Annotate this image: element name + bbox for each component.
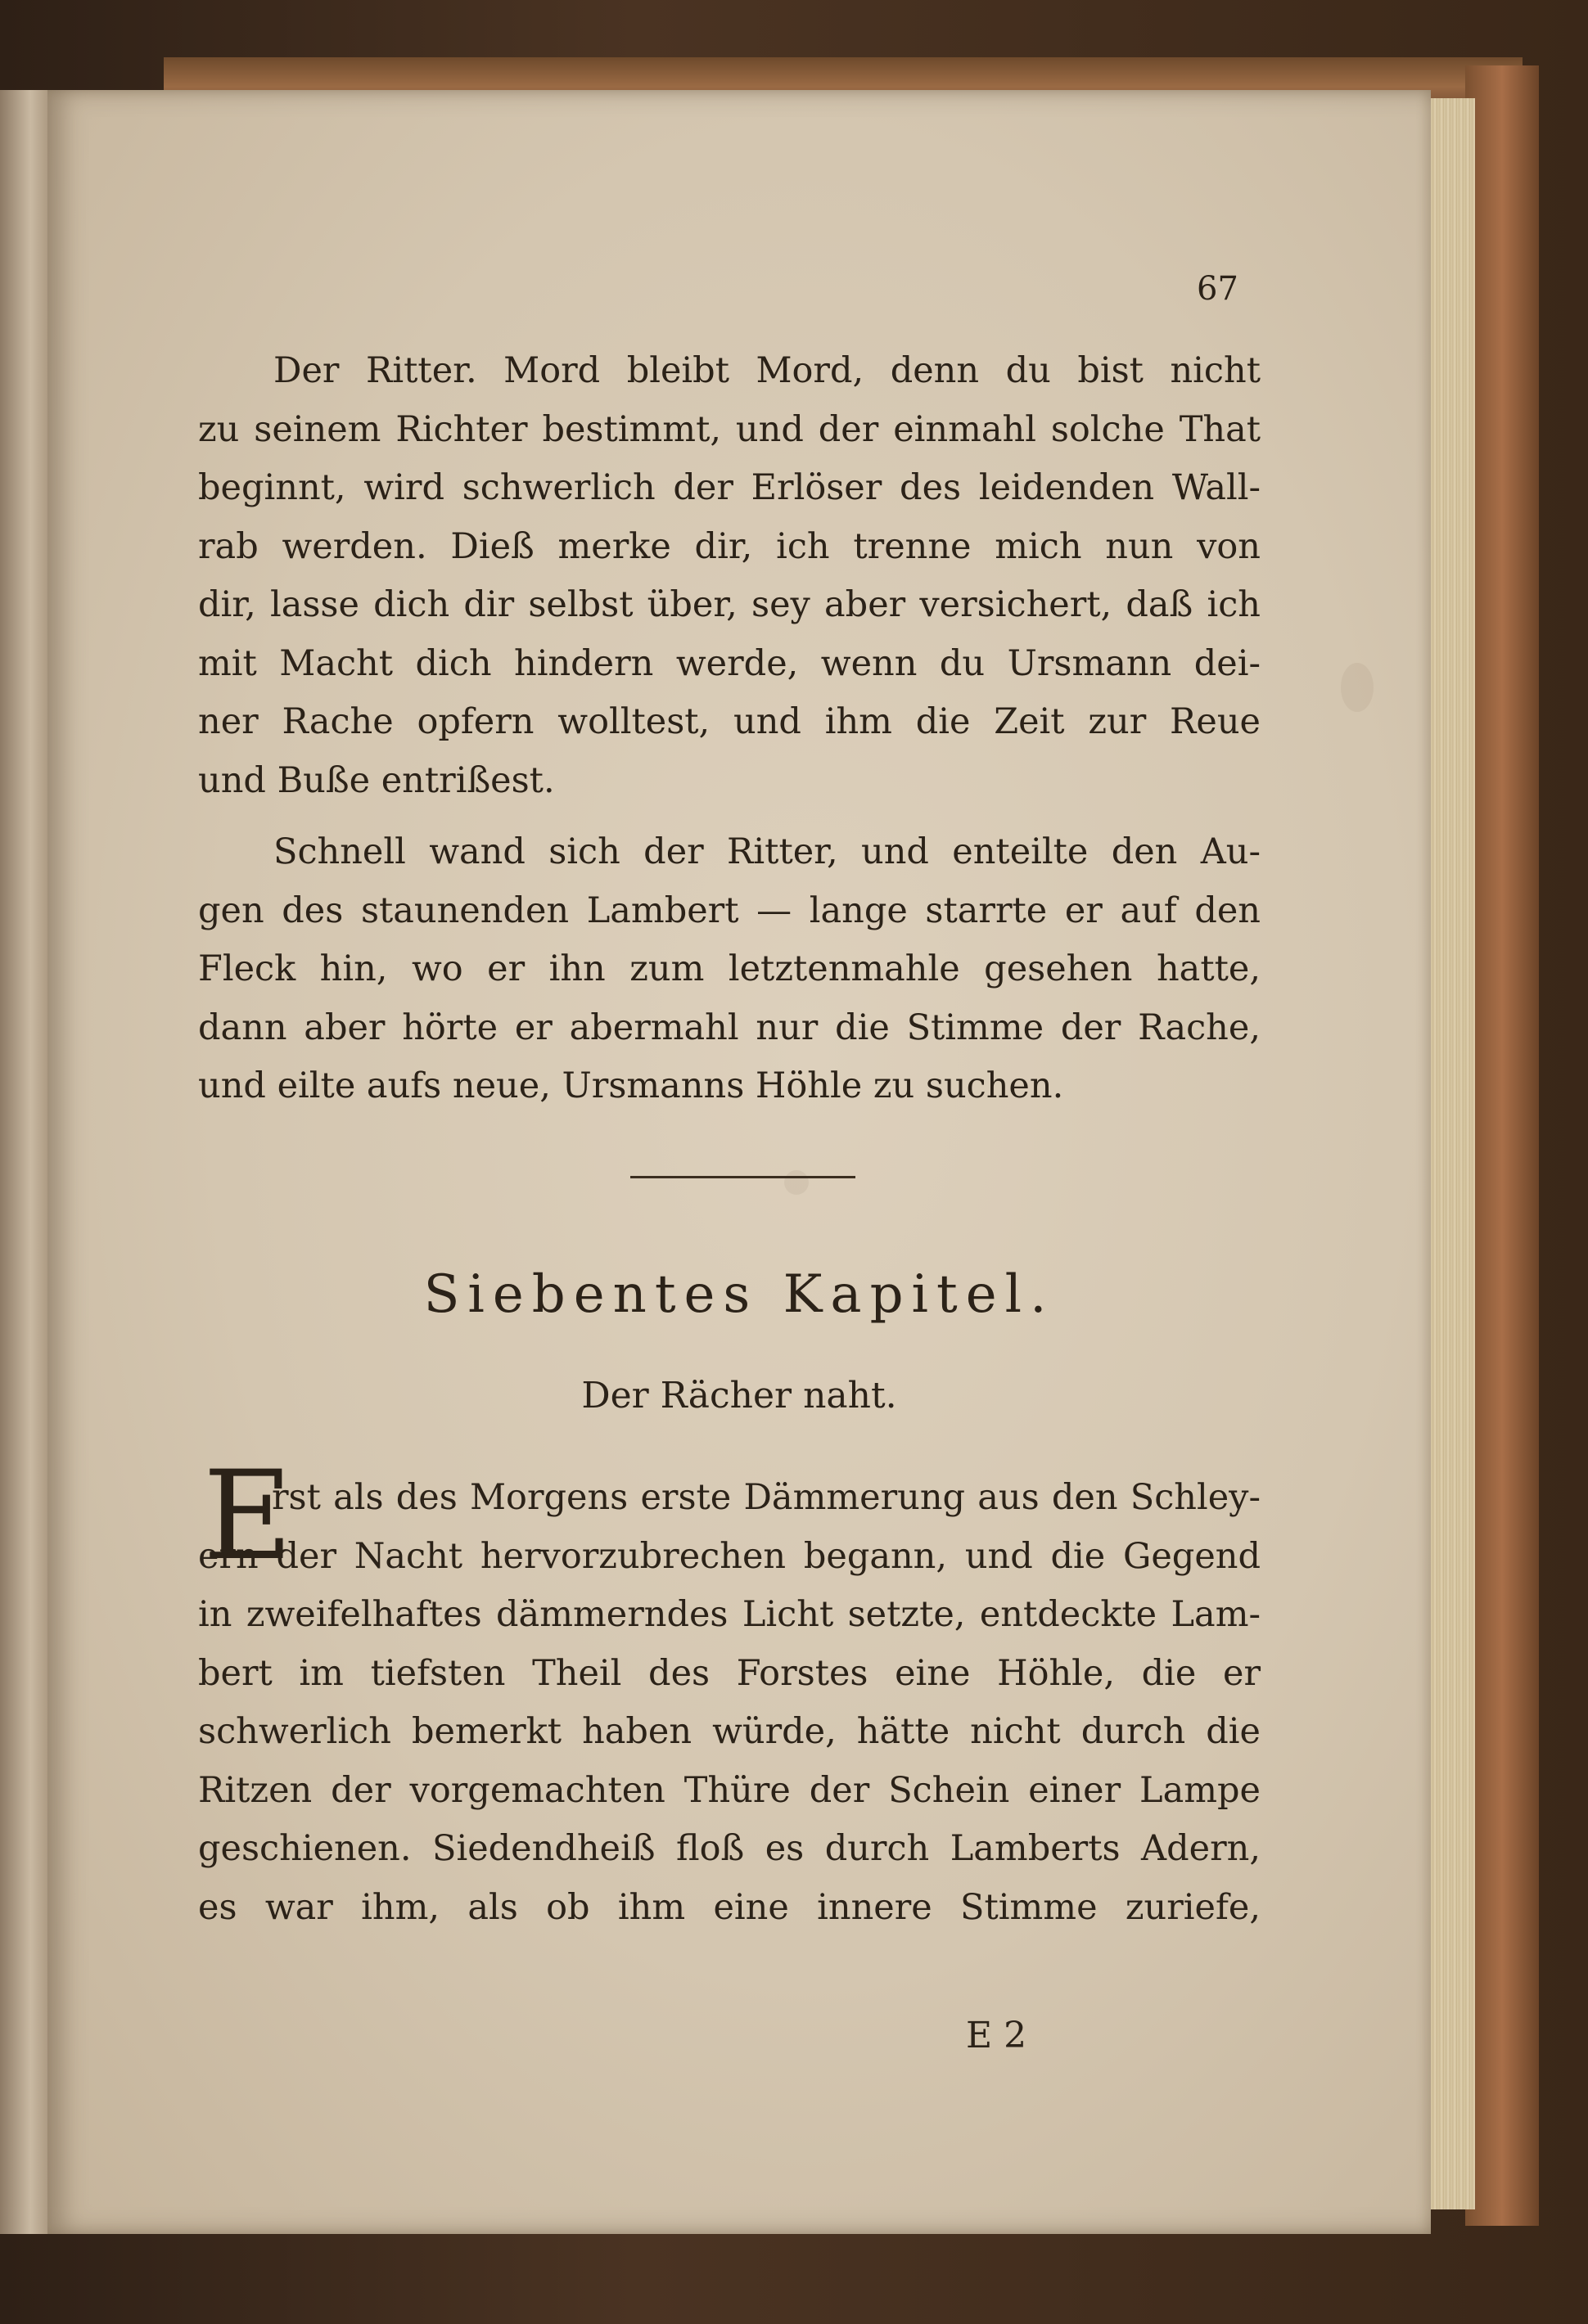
chapter-title: Siebentes Kapitel. <box>423 1264 1055 1325</box>
text-line: es war ihm, als ob ihm eine innere Stimme zuriefe, <box>198 1886 1261 1928</box>
text-line: rst als des Morgens erste Dämmerung aus den Schley- <box>272 1477 1261 1518</box>
text-line: Schnell wand sich der Ritter, und enteilte den Au- <box>273 831 1261 872</box>
text-line: zu seinem Richter bestimmt, und der einmahl solche That <box>198 408 1261 450</box>
paragraph-2 <box>198 823 1261 1116</box>
text-line: Ritzen der vorgemachten Thüre der Schein einer Lampe <box>198 1769 1261 1811</box>
text-line: mit Macht dich hindern werde, wenn du Ursmann dei- <box>198 642 1261 684</box>
text-line: bert im tiefsten Theil des Forstes eine Höhle, die er <box>198 1652 1261 1694</box>
paragraph-3 <box>198 1469 1261 1937</box>
text-line: ern der Nacht hervorzubrechen begann, und die Gegend <box>198 1535 1261 1577</box>
page-number: 67 <box>1197 270 1238 308</box>
text-line: und Buße entrißest. <box>198 759 555 801</box>
previous-page-edge <box>0 90 51 2234</box>
text-line: geschienen. Siedendheiß floß es durch Lamberts Adern, <box>198 1828 1261 1869</box>
section-divider <box>630 1176 855 1178</box>
paper-stain <box>784 1170 809 1195</box>
text-line: ner Rache opfern wolltest, und ihm die Zeit zur Reue <box>198 701 1261 742</box>
text-line: beginnt, wird schwerlich der Erlöser des leidenden Wall- <box>198 467 1261 508</box>
book-cover-right <box>1465 65 1539 2226</box>
text-line: gen des staunenden Lambert — lange starrte er auf den <box>198 890 1261 931</box>
text-line: schwerlich bemerkt haben würde, hätte nicht durch die <box>198 1711 1261 1752</box>
paragraph-1 <box>198 342 1261 810</box>
text-line: rab werden. Dieß merke dir, ich trenne mich nun von <box>198 525 1261 567</box>
text-line: und eilte aufs neue, Ursmanns Höhle zu suchen. <box>198 1065 1064 1106</box>
text-line: dann aber hörte er abermahl nur die Stimme der Rache, <box>198 1007 1261 1048</box>
text-line: Fleck hin, wo er ihn zum letztenmahle gesehen hatte, <box>198 948 1261 989</box>
paper-stain <box>1341 663 1374 712</box>
text-line: Der Ritter. Mord bleibt Mord, denn du bist nicht <box>273 350 1261 391</box>
text-line: in zweifelhaftes dämmerndes Licht setzte, entdeckte Lam- <box>198 1594 1261 1635</box>
drop-cap: E <box>203 1445 293 1588</box>
signature-mark: E 2 <box>966 2015 1027 2056</box>
chapter-subtitle: Der Rächer naht. <box>581 1375 897 1416</box>
text-line: dir, lasse dich dir selbst über, sey aber versichert, daß ich <box>198 584 1261 625</box>
